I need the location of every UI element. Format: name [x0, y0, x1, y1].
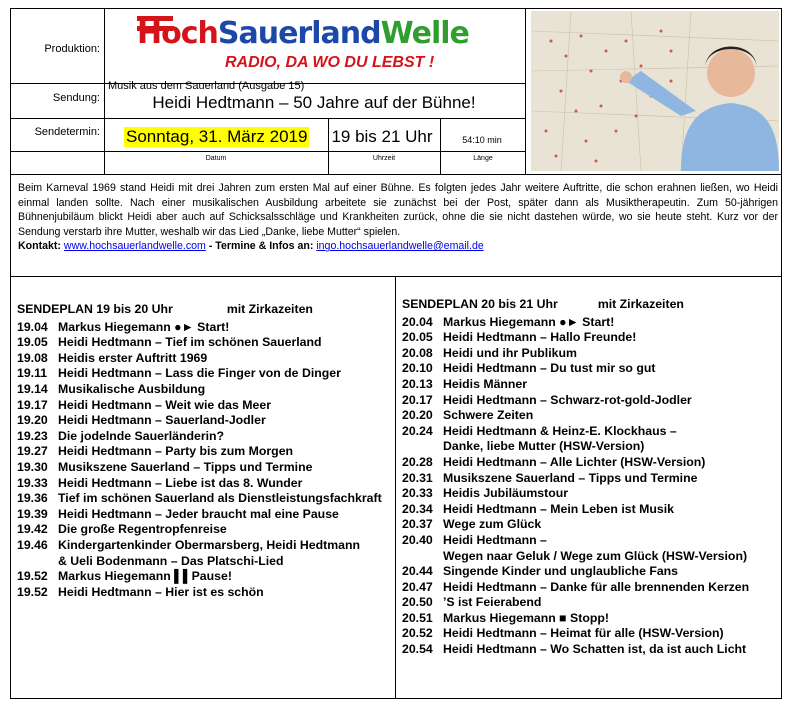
schedule-item-title: Heidis Jubiläumstour: [443, 486, 569, 501]
station-logo: [135, 10, 495, 74]
schedule-item: [402, 377, 749, 393]
schedule-item: [402, 626, 749, 642]
schedule-item: [402, 564, 749, 580]
schedule-item: [17, 429, 382, 445]
schedule-item-time: 19.04: [17, 319, 48, 334]
schedule-item-time: [402, 439, 443, 455]
schedule-item-title: Heidi Hedtmann – Hallo Freunde!: [443, 330, 637, 345]
schedule-item-title: Markus Hiegemann ●► Start!: [443, 314, 615, 329]
schedule-item-time: 19.08: [17, 350, 48, 365]
schedule-item-time: 20.44: [402, 564, 433, 579]
show-description: [18, 181, 778, 254]
schedule-item-title: Heidi und ihr Publikum: [443, 345, 577, 360]
schedule-item-title: Wege zum Glück: [443, 517, 542, 532]
schedule-item: [402, 408, 749, 424]
schedule-right-heading: SENDEPLAN 20 bis 21 Uhr mit Zirkazeiten: [402, 297, 684, 311]
schedule-item-title: Heidi Hedtmann – Alle Lichter (HSW-Version): [443, 454, 706, 469]
email-link[interactable]: ingo.hochsauerlandwelle@email.de: [316, 240, 484, 253]
schedule-item: [17, 366, 382, 382]
schedule-item: [402, 455, 749, 471]
schedule-item: [17, 507, 382, 523]
schedule-item-time: 19.14: [17, 381, 48, 396]
schedule-item: [402, 330, 749, 346]
schedule-item: [402, 393, 749, 409]
schedule-item-title: Markus Hiegemann ■ Stopp!: [443, 610, 609, 625]
logo-hoch: Hoch: [137, 16, 218, 51]
schedule-item: [17, 444, 382, 460]
schedule-item: [17, 476, 382, 492]
schedule-item-time: 19.36: [17, 491, 48, 506]
schedule-item-time: 19.30: [17, 459, 48, 474]
schedule-item: [17, 522, 382, 538]
schedule-item-time: 20.34: [402, 501, 433, 516]
schedule-item: [17, 585, 382, 601]
schedule-item-time: 20.50: [402, 595, 433, 610]
schedule-item-time: 20.17: [402, 392, 433, 407]
schedule-item-title: Heidi Hedtmann – Weit wie das Meer: [58, 397, 271, 412]
column-divider: [395, 276, 396, 699]
schedule-item: [402, 315, 749, 331]
schedule-item: [17, 460, 382, 476]
schedule-item-time: 20.20: [402, 408, 433, 423]
schedule-item-title: Markus Hiegemann ▌▌Pause!: [58, 569, 232, 584]
sub-laenge: Länge: [473, 155, 493, 162]
schedule-item-title: Heidi Hedtmann – Lass die Finger von de Dinger: [58, 366, 341, 381]
runtime: 54:10 min: [462, 135, 502, 145]
schedule-item-title: Die große Regentropfenreise: [58, 522, 227, 537]
schedule-item: [402, 471, 749, 487]
schedule-item: [402, 517, 749, 533]
schedule-item-title: Heidi Hedtmann – Danke für alle brennenden Kerzen: [443, 579, 750, 594]
schedule-item: [402, 611, 749, 627]
schedule-item: [402, 424, 749, 440]
schedule-item: [17, 554, 382, 570]
schedule-item: [402, 642, 749, 658]
schedule-item: [402, 549, 749, 565]
schedule-item: [17, 320, 382, 336]
schedule-item-time: [17, 554, 58, 570]
schedule-item: [17, 538, 382, 554]
schedule-item-title: Kindergartenkinder Obermarsberg, Heidi Hedtmann: [58, 537, 361, 552]
schedule-item: [17, 569, 382, 585]
schedule-item-time: 19.52: [17, 584, 48, 599]
schedule-item-time: 20.52: [402, 626, 433, 641]
schedule-item-time: 19.20: [17, 413, 48, 428]
description-bottom-rule: [10, 276, 782, 277]
schedule-item-title: Heidi Hedtmann – Wo Schatten ist, da ist auch Licht: [443, 642, 747, 657]
schedule-item: [17, 382, 382, 398]
schedule-item: [402, 502, 749, 518]
description-text: Beim Karneval 1969 stand Heidi mit drei Jahren zum ersten Mal auf einer Bühne. Es folgten jedes Jahr weitere Auftritte, die schon erahnen ließen, wo Heidi einmal landen sollte. Nach einer musikalischen Ausbildung arbeitete sie zunächst bei der Post, später dann als Musiktherapeutin. Zum 50-jährigen Bühnenjubiläum blickt Heidi aber auch auf Schicksalsschläge und Krankheiten zurück, ohne die sie nicht dastehen würde, wo sie heute steht. Kurz vor der Sendung verstarb ihre Mutter, weshalb wir das Lied „Danke, liebe Mutter“ spielen.: [18, 182, 778, 238]
kontakt-label: Kontakt:: [18, 240, 61, 253]
schedule-item-title: Musikalische Ausbildung: [58, 381, 206, 396]
schedule-item-time: 20.08: [402, 345, 433, 360]
schedule-item-title: Heidi Hedtmann – Jeder braucht mal eine Pause: [58, 506, 339, 521]
schedule-item-time: 20.54: [402, 642, 433, 657]
schedule-item-time: 20.37: [402, 517, 433, 532]
schedule-item-title: Tief im schönen Sauerland als Dienstleistungsfachkraft: [58, 491, 382, 506]
show-title: Heidi Hedtmann – 50 Jahre auf der Bühne!: [152, 93, 476, 112]
schedule-item: [402, 346, 749, 362]
schedule-item: [402, 533, 749, 549]
host-photo: [531, 11, 779, 171]
website-link[interactable]: www.hochsauerlandwelle.com: [63, 240, 206, 253]
schedule-item-time: 19.33: [17, 475, 48, 490]
schedule-item: [17, 413, 382, 429]
schedule-item: [17, 351, 382, 367]
schedule-item-time: 19.39: [17, 506, 48, 521]
schedule-left-list: [17, 320, 382, 601]
schedule-item: [17, 398, 382, 414]
schedule-item-title: Schwere Zeiten: [443, 408, 534, 423]
header-bottom-rule: [10, 174, 782, 175]
schedule-item-title: Heidis erster Auftritt 1969: [58, 350, 208, 365]
schedule-right-list: [402, 315, 749, 658]
schedule-item-title: Heidi Hedtmann – Hier ist es schön: [58, 584, 264, 599]
schedule-item-time: 20.33: [402, 486, 433, 501]
schedule-item: [402, 580, 749, 596]
schedule-item-time: 20.31: [402, 470, 433, 485]
termine-label: - Termine & Infos an:: [205, 240, 317, 253]
schedule-item: [402, 486, 749, 502]
schedule-item-time: 20.47: [402, 579, 433, 594]
label-sendung: Sendung:: [52, 92, 100, 104]
schedule-item: [402, 361, 749, 377]
sub-datum: Datum: [205, 155, 227, 162]
logo-welle: Welle: [380, 16, 469, 51]
schedule-item-time: 19.05: [17, 335, 48, 350]
schedule-item-title: Heidi Hedtmann – Sauerland-Jodler: [58, 413, 266, 428]
schedule-item-time: 19.52: [17, 569, 48, 584]
schedule-item-title: Wegen naar Geluk / Wege zum Glück (HSW-Version): [443, 548, 748, 563]
schedule-item-time: 20.40: [402, 532, 433, 547]
schedule-item-title: Singende Kinder und unglaubliche Fans: [443, 564, 679, 579]
schedule-item: [17, 491, 382, 507]
schedule-item-title: Heidi Hedtmann – Schwarz-rot-gold-Jodler: [443, 392, 692, 407]
schedule-item-time: 20.51: [402, 610, 433, 625]
schedule-item: [402, 439, 749, 455]
logo-sauerland: Sauerland: [217, 16, 381, 51]
schedule-item-title: Musikszene Sauerland – Tipps und Termine: [58, 459, 313, 474]
schedule-item-time: 20.24: [402, 423, 433, 438]
schedule-item-title: Heidi Hedtmann – Mein Leben ist Musik: [443, 501, 674, 516]
schedule-left-heading: SENDEPLAN 19 bis 20 Uhr mit Zirkazeiten: [17, 302, 313, 316]
schedule-item-title: Heidi Hedtmann – Heimat für alle (HSW-Version): [443, 626, 724, 641]
air-time: 19 bis 21 Uhr: [331, 127, 433, 146]
schedule-item-time: 20.28: [402, 454, 433, 469]
schedule-item-time: [402, 549, 443, 565]
schedule-item-time: 19.23: [17, 428, 48, 443]
schedule-item-title: Heidi Hedtmann –: [443, 532, 547, 547]
schedule-item-title: ’S ist Feierabend: [443, 595, 542, 610]
schedule-item-time: 20.10: [402, 361, 433, 376]
schedule-item-title: Heidis Männer: [443, 376, 528, 391]
schedule-right: [402, 297, 749, 658]
sub-uhrzeit: Uhrzeit: [372, 155, 396, 162]
schedule-item-time: 19.46: [17, 537, 48, 552]
label-produktion: Produktion:: [44, 43, 100, 55]
schedule-item-title: Markus Hiegemann ●► Start!: [58, 319, 230, 334]
air-date: Sonntag, 31. März 2019: [126, 127, 308, 146]
schedule-item-time: 19.42: [17, 522, 48, 537]
schedule-item-time: 20.05: [402, 330, 433, 345]
schedule-item-title: & Ueli Bodenmann – Das Platschi-Lied: [58, 553, 284, 568]
schedule-item: [402, 595, 749, 611]
schedule-item-title: Heidi Hedtmann – Party bis zum Morgen: [58, 444, 294, 459]
logo-slogan: RADIO, DA WO DU LEBST !: [225, 54, 435, 71]
schedule-item-time: 19.17: [17, 397, 48, 412]
schedule-item-title: Heidi Hedtmann & Heinz-E. Klockhaus –: [443, 423, 677, 438]
series-name: Musik aus dem Sauerland (Ausgabe 15): [108, 80, 305, 92]
schedule-item-title: Die jodelnde Sauerländerin?: [58, 428, 225, 443]
schedule-left: [17, 302, 382, 600]
schedule-item-time: 19.11: [17, 366, 48, 381]
schedule-item-title: Heidi Hedtmann – Du tust mir so gut: [443, 361, 656, 376]
schedule-item-title: Musikszene Sauerland – Tipps und Termine: [443, 470, 698, 485]
schedule-item-time: 20.13: [402, 376, 433, 391]
schedule-item: [17, 335, 382, 351]
schedule-item-title: Danke, liebe Mutter (HSW-Version): [443, 439, 645, 454]
schedule-item-time: 20.04: [402, 314, 433, 329]
schedule-item-title: Heidi Hedtmann – Tief im schönen Sauerland: [58, 335, 322, 350]
label-sendetermin: Sendetermin:: [34, 126, 100, 138]
schedule-item-time: 19.27: [17, 444, 48, 459]
schedule-item-title: Heidi Hedtmann – Liebe ist das 8. Wunder: [58, 475, 303, 490]
